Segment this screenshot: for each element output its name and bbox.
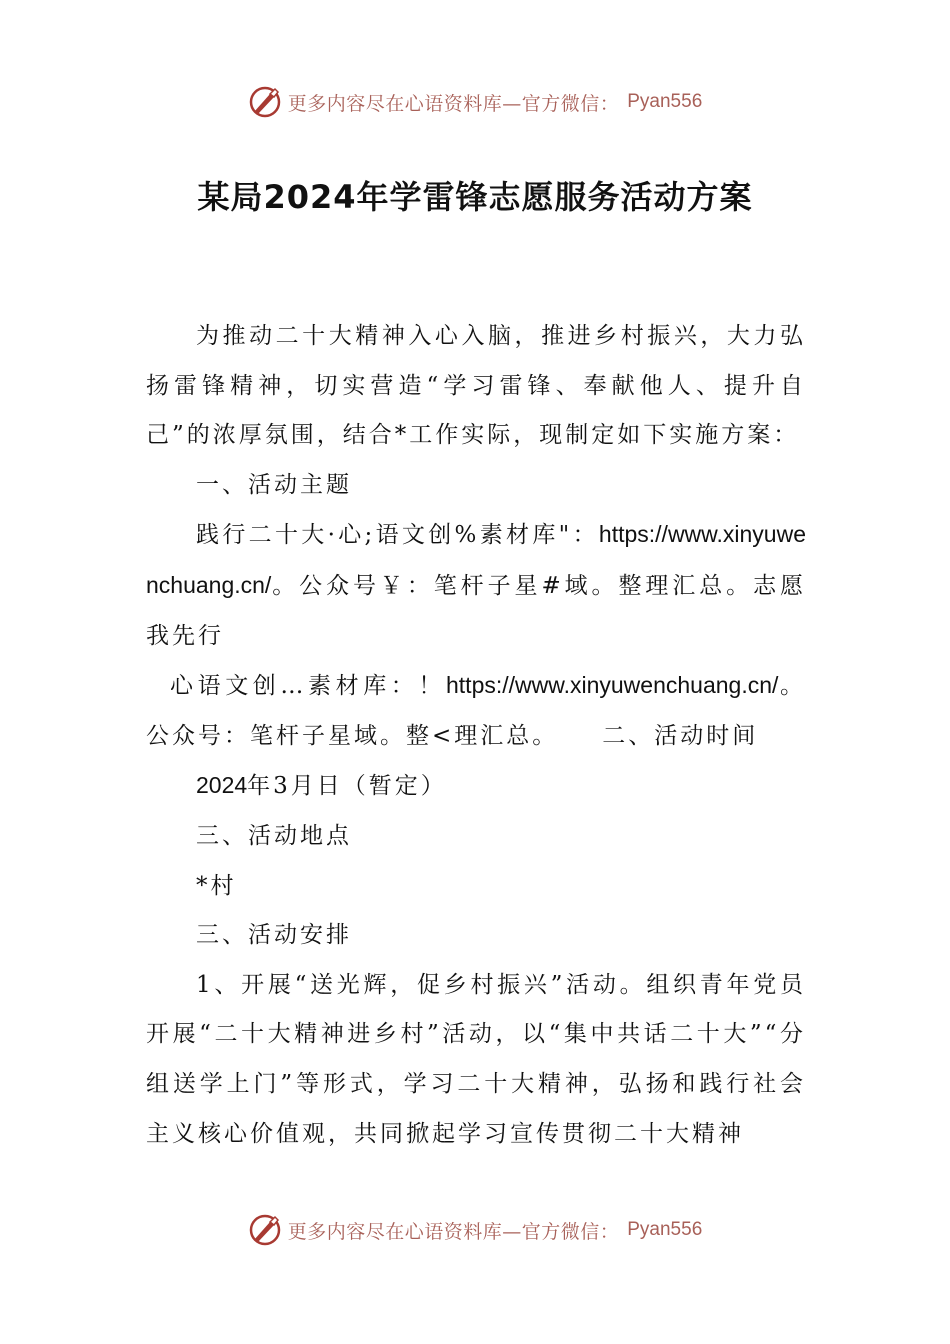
banner-text: 更多内容尽在心语资料库—官方微信： [287,92,620,115]
date-rest: 年3月日（暂定） [247,773,447,800]
pen-logo-icon [248,85,282,119]
theme-paragraph [146,510,806,661]
banner-text: 更多内容尽在心语资料库—官方微信： [287,1220,620,1243]
section-heading-theme: 一、活动主题 [196,471,352,498]
page-title: 某局2024年学雷锋志愿服务活动方案 [197,178,753,216]
date-year: 2024 [196,772,248,799]
theme-text-b-tail: 。公众号：笔杆子星域。整<理汇总。 [146,673,807,749]
section-heading-arrangement: 三、活动安排 [196,922,352,949]
theme-text-b: 心语文创…素材库：！ [170,673,446,700]
intro-paragraph: 为推动二十大精神入心入脑，推进乡村振兴，大力弘扬雷锋精神，切实营造“学习雷锋、奉献他人、提升自己”的浓厚氛围，结合*工作实际，现制定如下实施方案： [146,323,806,449]
banner-wechat-id: Pyan556 [627,1219,703,1240]
location-text: *村 [196,872,237,899]
theme-paragraph-2 [146,661,806,761]
footer-banner [0,1210,950,1250]
theme-text-a: 践行二十大·心;语文创%素材库"： [196,522,599,549]
header-banner [0,82,950,122]
theme-text-a-tail: 。公众号￥：笔杆子星#域。整理汇总。志愿我先行 [146,572,806,649]
section-heading-location: 三、活动地点 [196,822,352,849]
date-line [146,761,806,812]
document-body [146,312,806,1159]
arrangement-item-1: 1、开展“送光辉，促乡村振兴”活动。组织青年党员开展“二十大精神进乡村”活动，以“集中共话二十大”“分组送学上门”等形式，学习二十大精神，弘扬和践行社会主义核心价值观，共同掀起学习宣传贯彻二十大精神 [146,971,806,1147]
section-heading-time: 二、活动时间 [602,722,759,749]
theme-link-b[interactable]: https://www.xinyuwenchuang.cn/ [446,672,779,699]
banner-wechat-id: Pyan556 [627,91,703,112]
pen-logo-icon [248,1213,282,1247]
theme-link-a[interactable]: https://www.xinyuwenchuang.cn/ [146,521,806,598]
